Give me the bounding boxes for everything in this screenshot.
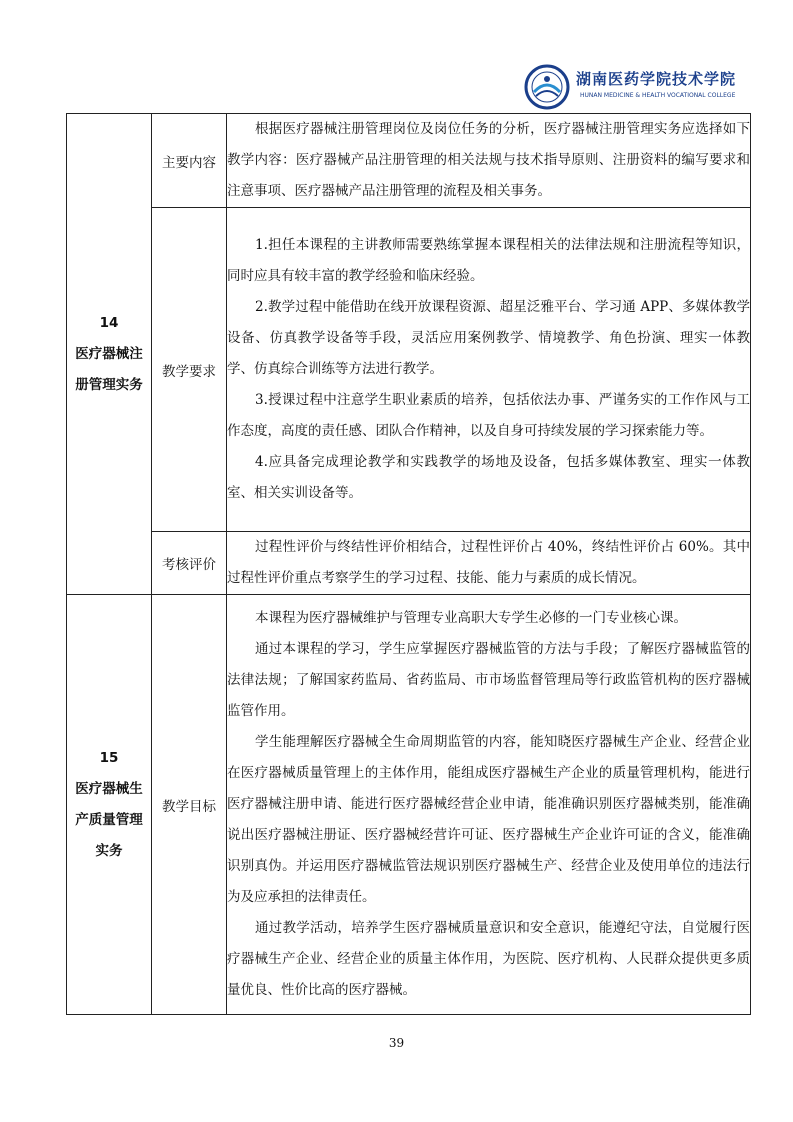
content-paragraph: 根据医疗器械注册管理岗位及岗位任务的分析，医疗器械注册管理实务应选择如下教学内容：医疗器械产品注册管理的相关法规与技术指导原则、注册资料的编写要求和注意事项、医疗器械产品注册管理的流程及相关事务。 xyxy=(227,121,750,199)
row-content xyxy=(227,208,751,532)
content-paragraph: 过程性评价与终结性评价相结合，过程性评价占 40%，终结性评价占 60%。其中过程性评价重点考察学生的学习过程、技能、能力与素质的成长情况。 xyxy=(227,539,750,586)
page-number: 39 xyxy=(388,1036,405,1050)
content-paragraph: 2.教学过程中能借助在线开放课程资源、超星泛雅平台、学习通 APP、多媒体教学设备、仿真教学设备等手段，灵活应用案例教学、情境教学、角色扮演、理实一体教学、仿真综合训练等方法进行教学。 xyxy=(227,299,750,377)
course-table xyxy=(66,113,751,1015)
table-row xyxy=(67,532,751,595)
content-paragraph: 学生能理解医疗器械全生命周期监管的内容，能知晓医疗器械生产企业、经营企业在医疗器械质量管理上的主体作用，能组成医疗器械生产企业的质量管理机构，能进行医疗器械注册申请、能进行医疗器械经营企业申请，能准确识别医疗器械类别，能准确说出医疗器械注册证、医疗器械经营许可证、医疗器械生产企业许可证的含义，能准确识别真伪。并运用医疗器械监管法规识别医疗器械生产、经营企业及使用单位的违法行为及应承担的法律责任。 xyxy=(227,734,750,905)
content-paragraph: 4.应具备完成理论教学和实践教学的场地及设备，包括多媒体教室、理实一体教室、相关实训设备等。 xyxy=(227,454,750,501)
course-number: 14 xyxy=(99,314,119,331)
content-paragraph: 1.担任本课程的主讲教师需要熟练掌握本课程相关的法律法规和注册流程等知识，同时应具有较丰富的教学经验和临床经验。 xyxy=(227,237,750,284)
college-logo xyxy=(524,64,737,112)
row-content xyxy=(227,114,751,208)
course-title-cell xyxy=(67,595,152,1015)
course-name-line: 实务 xyxy=(95,842,123,859)
college-name-cn: 湖南医药学院技术学院 xyxy=(576,70,737,88)
content-paragraph: 通过教学活动，培养学生医疗器械质量意识和安全意识，能遵纪守法，自觉履行医疗器械生产企业、经营企业的质量主体作用，为医院、医疗机构、人民群众提供更多质量优良、性价比高的医疗器械。 xyxy=(227,920,750,998)
row-label: 教学要求 xyxy=(152,208,227,532)
course-title-cell xyxy=(67,114,152,595)
table-row xyxy=(67,114,751,208)
course-name-line: 医疗器械生 xyxy=(75,780,143,797)
course-number: 15 xyxy=(99,749,119,766)
content-paragraph: 通过本课程的学习，学生应掌握医疗器械监管的方法与手段；了解医疗器械监管的法律法规；了解国家药监局、省药监局、市市场监督管理局等行政监管机构的医疗器械监管作用。 xyxy=(227,641,750,719)
row-label: 主要内容 xyxy=(152,114,227,208)
college-emblem-icon xyxy=(524,64,570,110)
college-name-en: HUNAN MEDICINE & HEALTH VOCATIONAL COLLEGE xyxy=(580,92,736,99)
table-row xyxy=(67,208,751,532)
row-label: 考核评价 xyxy=(152,532,227,595)
content-paragraph: 3.授课过程中注意学生职业素质的培养，包括依法办事、严谨务实的工作作风与工作态度，高度的责任感、团队合作精神，以及自身可持续发展的学习探索能力等。 xyxy=(227,392,750,439)
row-label: 教学目标 xyxy=(152,595,227,1015)
course-name-line: 册管理实务 xyxy=(75,376,143,393)
content-paragraph: 本课程为医疗器械维护与管理专业高职大专学生必修的一门专业核心课。 xyxy=(255,610,687,626)
course-name-line: 医疗器械注 xyxy=(75,345,143,362)
row-content xyxy=(227,595,751,1015)
course-name-line: 产质量管理 xyxy=(75,811,143,828)
table-row xyxy=(67,595,751,1015)
row-content xyxy=(227,532,751,595)
